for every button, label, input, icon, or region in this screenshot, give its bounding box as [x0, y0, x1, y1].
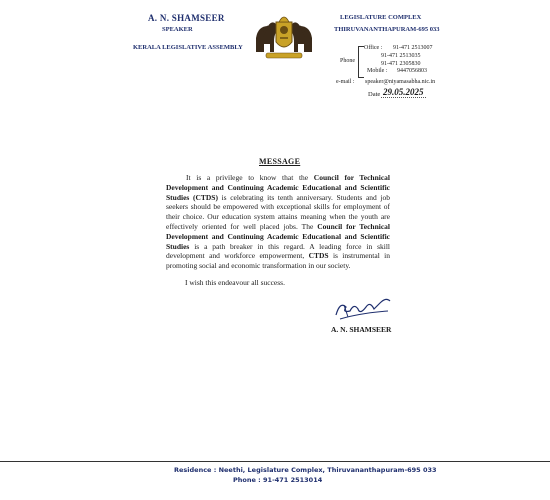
assembly-name: KERALA LEGISLATIVE ASSEMBLY [133, 44, 243, 51]
para-segment: is instrumental in promoting social and economic transformation in our society. [166, 251, 390, 271]
handwritten-signature [330, 293, 394, 323]
mobile-label: Mobile : [367, 68, 388, 74]
office-phone-label: Office : [364, 45, 383, 51]
office-phone-2: 91-471 2513035 [381, 53, 421, 59]
mobile-number: 9447056803 [397, 68, 427, 74]
office-phone-3: 91-471 2305830 [381, 61, 421, 67]
office-address-line1: LEGISLATURE COMPLEX [340, 14, 422, 21]
para-segment-bold: CTDS [308, 251, 329, 261]
closing-line: I wish this endeavour all success. [185, 278, 285, 287]
state-emblem-icon [252, 8, 316, 60]
speaker-title: SPEAKER [162, 26, 193, 33]
speaker-name: A. N. SHAMSEER [148, 13, 225, 23]
para-segment-bold: Council for Technical Development and Continuing Academic Educational and Scientific Studies [166, 221, 390, 251]
message-heading: MESSAGE [259, 157, 301, 166]
email-address: speaker@niyamasabha.nic.in [365, 79, 436, 85]
email-label: e-mail : [336, 79, 355, 85]
signatory-name: A. N. SHAMSEER [331, 325, 392, 334]
date-label: Date [368, 91, 381, 98]
para-segment-bold: Council for Technical Development and Continuing Academic Educational and Scientific Studies (CTDS) [166, 173, 390, 202]
para-segment: It is a privilege to know that the [186, 173, 314, 182]
phone-label: Phone [340, 58, 355, 64]
para-segment: is a path breaker in this regard. A leading force in skill development and workforce empowerment, [166, 241, 390, 261]
office-phone-1: 91-471 2513007 [393, 45, 433, 51]
para-segment: is celebrating its tenth anniversary. Students and job seekers should be empowered with exceptional skills for employment of their choice. Our education system attains meaning when the youth are effectively oriented for well placed jobs. The [166, 192, 390, 231]
footer-residence: Residence : Neethi, Legislature Complex, Thiruvananthapuram-695 033 [174, 466, 437, 474]
footer-phone: Phone : 91-471 2513014 [233, 476, 323, 484]
office-address-line2: THIRUVANANTHAPURAM-695 033 [334, 26, 440, 33]
footer-divider [0, 461, 550, 462]
message-paragraph [166, 173, 390, 271]
letter-date: 29.05.2025 [383, 87, 424, 97]
